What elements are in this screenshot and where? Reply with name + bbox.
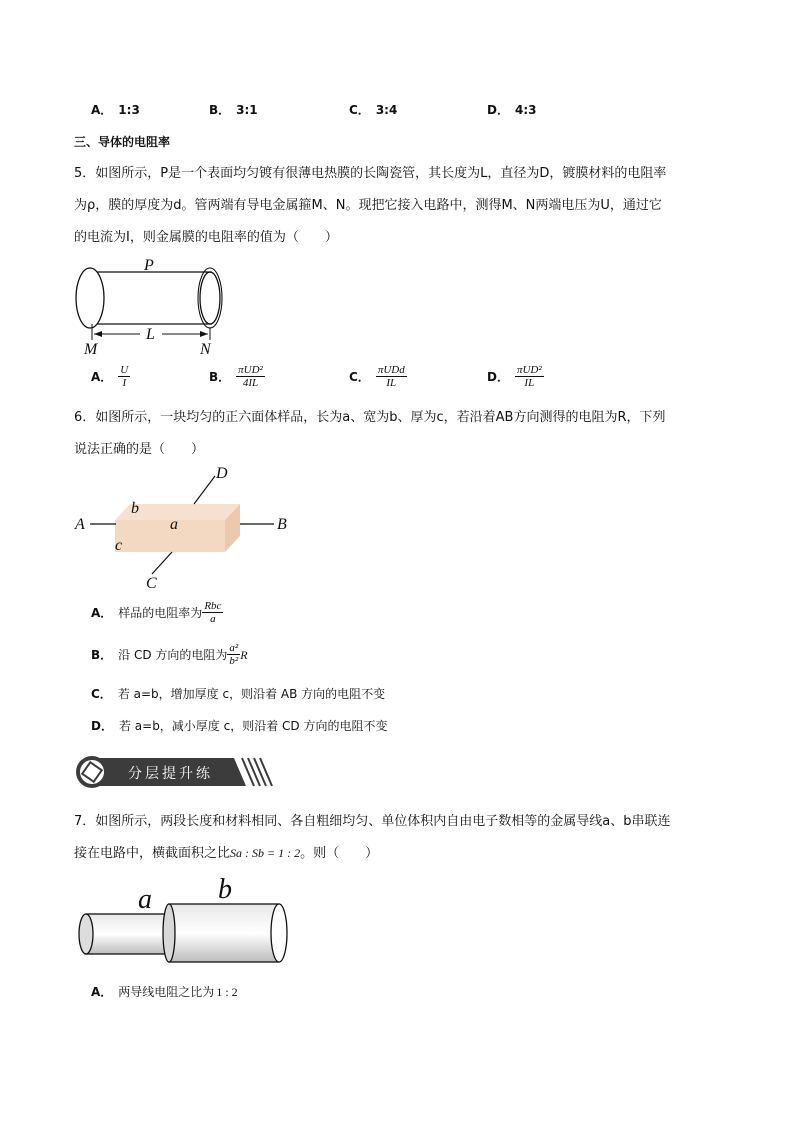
option-value: 3:1 bbox=[236, 103, 258, 117]
q6-option-a[interactable] bbox=[91, 600, 223, 625]
fig-label-c-end: C bbox=[146, 575, 157, 592]
fraction bbox=[236, 364, 265, 389]
q4-option-a[interactable] bbox=[91, 102, 140, 118]
fig-label-d-end: D bbox=[216, 465, 228, 482]
denominator: IL bbox=[386, 377, 397, 389]
q5-stem-line2: 为ρ，膜的厚度为d。管两端有导电金属箍M、N。现把它接入电路中，测得M、N两端电压为U，通过它 bbox=[74, 198, 662, 213]
option-label: D． bbox=[91, 719, 113, 733]
numerator: πUD² bbox=[238, 364, 263, 376]
option-text: 两导线电阻之比为 bbox=[118, 985, 215, 999]
option-label: A． bbox=[91, 985, 113, 999]
q5-tube-figure bbox=[70, 254, 230, 360]
q6-block-figure bbox=[70, 462, 300, 592]
q7-stem-line2 bbox=[74, 845, 378, 862]
q4-option-d[interactable] bbox=[487, 102, 536, 118]
q6-option-c[interactable] bbox=[91, 686, 385, 702]
option-suffix: R bbox=[240, 647, 248, 662]
numerator: πUDd bbox=[377, 364, 405, 376]
option-label: D． bbox=[487, 103, 509, 117]
q7-stem-text: 接在电路中，横截面积之比 bbox=[74, 846, 231, 861]
fig-label-a-end: A bbox=[75, 516, 85, 533]
fig-label-c: c bbox=[115, 537, 123, 554]
q5-option-d[interactable] bbox=[487, 364, 544, 389]
numerator: U bbox=[120, 364, 129, 376]
fig-label-m: M bbox=[84, 341, 98, 358]
q4-option-c[interactable] bbox=[349, 102, 397, 118]
fig-label-l: L bbox=[146, 326, 155, 343]
q6-stem-line2: 说法正确的是（ ） bbox=[74, 442, 205, 457]
q6-option-d[interactable] bbox=[91, 718, 387, 734]
ratio-value: 1 : 2 bbox=[216, 985, 238, 999]
fraction bbox=[202, 600, 223, 625]
numerator: a² bbox=[229, 642, 239, 654]
option-label: B． bbox=[209, 103, 231, 117]
option-text: 沿 CD 方向的电阻为 bbox=[118, 647, 228, 662]
numerator: Rbc bbox=[204, 600, 222, 612]
section-heading: 三、导体的电阻率 bbox=[74, 135, 171, 149]
q5-option-b[interactable] bbox=[209, 364, 265, 389]
option-label: A． bbox=[91, 103, 113, 117]
denominator: IL bbox=[524, 377, 535, 389]
banner-title: 分层提升练 bbox=[128, 766, 213, 782]
fig-label-b: b bbox=[218, 874, 232, 905]
fig-label-p: P bbox=[144, 257, 154, 274]
option-label: B． bbox=[209, 369, 231, 384]
q7-stem-tail: 。则（ ） bbox=[300, 846, 379, 861]
option-label: A． bbox=[91, 605, 113, 620]
q7-option-a[interactable] bbox=[91, 984, 238, 1000]
denominator: a bbox=[210, 613, 216, 625]
q5-stem-line3: 的电流为I，则金属膜的电阻率的值为（ ） bbox=[74, 230, 338, 245]
option-value: 1:3 bbox=[118, 103, 140, 117]
fraction bbox=[118, 364, 130, 389]
fig-label-a: a bbox=[138, 884, 152, 915]
option-text: 若 a=b，增加厚度 c，则沿着 AB 方向的电阻不变 bbox=[117, 687, 386, 701]
fig-label-b: b bbox=[131, 500, 139, 517]
option-label: D． bbox=[487, 369, 509, 384]
q7-stem-line1: 7．如图所示，两段长度和材料相同、各自粗细均匀、单位体积内自由电子数相等的金属导线a、b串联连 bbox=[74, 814, 671, 829]
fraction bbox=[227, 642, 240, 667]
numerator: πUD² bbox=[516, 364, 542, 376]
q5-option-a[interactable] bbox=[91, 364, 130, 389]
fig-label-b-end: B bbox=[277, 516, 287, 533]
option-label: C． bbox=[349, 369, 370, 384]
option-label: A． bbox=[91, 369, 113, 384]
denominator: I bbox=[122, 377, 127, 389]
q6-option-b[interactable] bbox=[91, 642, 248, 667]
option-text: 样品的电阻率为 bbox=[118, 605, 203, 620]
q5-option-c[interactable] bbox=[349, 364, 407, 389]
q7-wires-figure bbox=[74, 870, 294, 970]
option-value: 4:3 bbox=[514, 103, 537, 117]
option-label: C． bbox=[91, 687, 112, 701]
denominator: b² bbox=[229, 655, 239, 667]
fraction bbox=[515, 364, 544, 389]
q5-stem-line1: 5．如图所示，P是一个表面均匀镀有很薄电热膜的长陶瓷管，其长度为L，直径为D，镀膜材料的电阻率 bbox=[74, 166, 667, 181]
fig-label-a: a bbox=[170, 516, 178, 533]
q4-option-b[interactable] bbox=[209, 102, 258, 118]
denominator: 4IL bbox=[242, 377, 259, 389]
area-ratio-formula: Sa : Sb = 1 : 2 bbox=[230, 846, 301, 860]
option-value: 3:4 bbox=[375, 103, 398, 117]
option-label: C． bbox=[349, 103, 370, 117]
option-label: B． bbox=[91, 647, 113, 662]
option-text: 若 a=b，减小厚度 c，则沿着 CD 方向的电阻不变 bbox=[118, 719, 388, 733]
q6-stem-line1: 6．如图所示，一块均匀的正六面体样品，长为a、宽为b、厚为c，若沿着AB方向测得的电阻为R，下列 bbox=[74, 410, 666, 425]
fig-label-n: N bbox=[200, 341, 211, 358]
fraction bbox=[376, 364, 407, 389]
